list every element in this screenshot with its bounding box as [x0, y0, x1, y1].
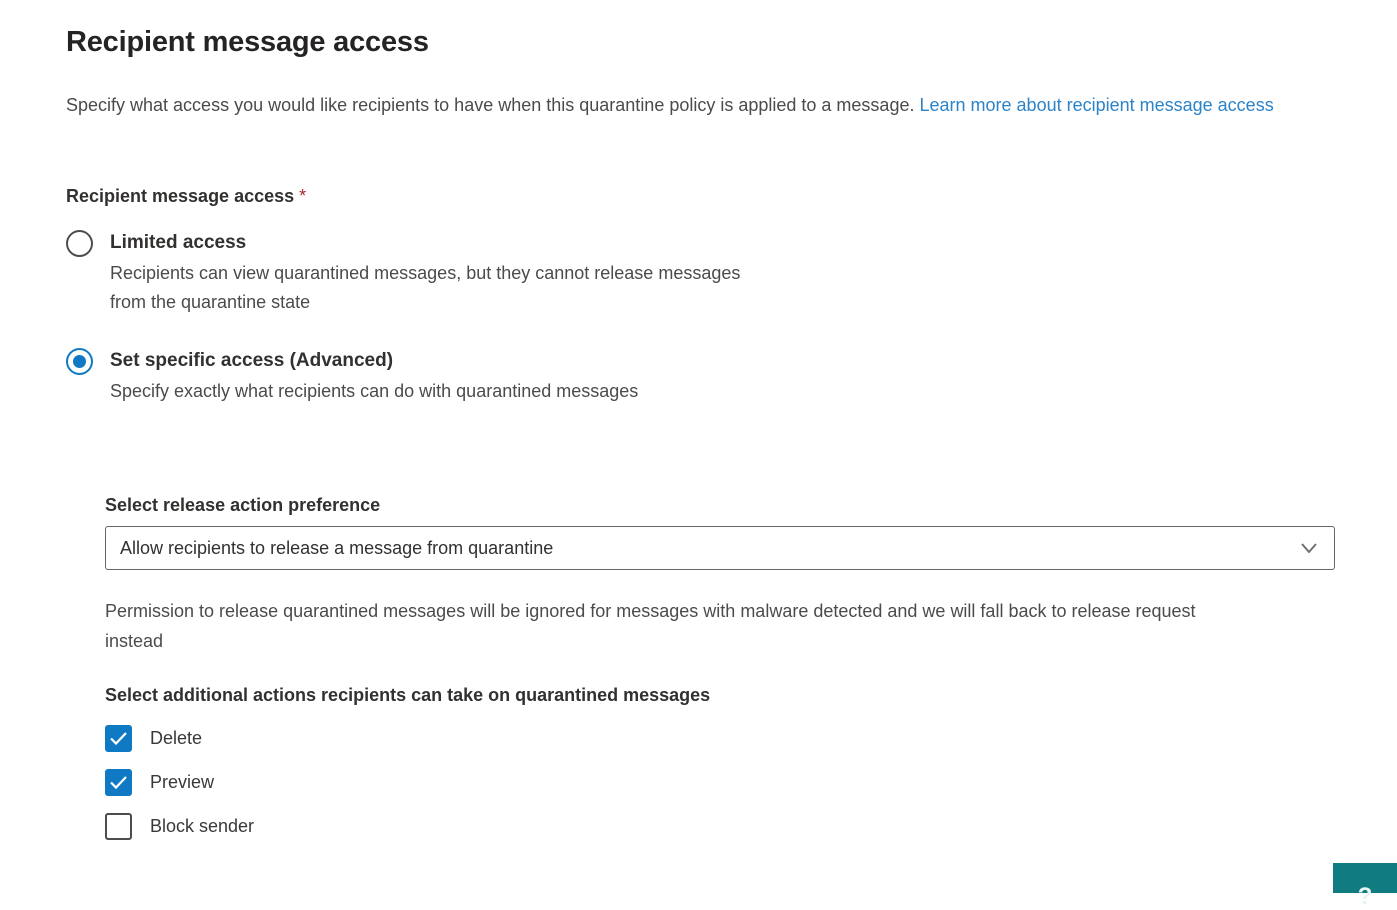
page-title: Recipient message access — [66, 26, 429, 58]
additional-actions-label: Select additional actions recipients can take on quarantined messages — [105, 685, 711, 705]
radio-option-limited-access-body — [110, 229, 770, 317]
required-asterisk: * — [299, 186, 307, 206]
release-preference-dropdown[interactable] — [105, 526, 1335, 570]
checkbox-row-delete[interactable] — [105, 725, 1397, 752]
checkmark-icon — [110, 776, 127, 789]
learn-more-link[interactable]: Learn more about recipient message access — [919, 95, 1274, 115]
radio-button-set-specific-access[interactable] — [66, 348, 93, 375]
recipient-message-access-page — [66, 26, 1397, 840]
checkmark-icon — [110, 732, 127, 745]
checkbox-block-sender-label: Block sender — [150, 816, 255, 836]
page-description — [66, 91, 1306, 120]
radio-option-limited-access-label: Limited access — [110, 232, 247, 253]
chevron-down-icon — [1300, 541, 1318, 555]
checkbox-block-sender[interactable] — [105, 813, 132, 840]
radio-option-set-specific-access-body — [110, 347, 638, 406]
radio-button-limited-access[interactable] — [66, 230, 93, 257]
checkbox-delete-label: Delete — [150, 728, 203, 748]
radio-option-set-specific-access[interactable] — [66, 347, 1397, 406]
release-preference-selected-value: Allow recipients to release a message from quarantine — [120, 537, 554, 558]
radio-option-set-specific-access-label: Set specific access (Advanced) — [110, 350, 394, 371]
checkbox-row-preview[interactable] — [105, 769, 1397, 796]
radio-option-set-specific-access-description: Specify exactly what recipients can do with quarantined messages — [110, 381, 639, 401]
advanced-access-subsection — [105, 492, 1397, 840]
radio-option-limited-access[interactable] — [66, 229, 1397, 317]
release-preference-label: Select release action preference — [105, 495, 381, 515]
help-icon: ? — [1357, 883, 1373, 910]
checkbox-preview-label: Preview — [150, 772, 215, 792]
page-description-text: Specify what access you would like recipients to have when this quarantine policy is applied to a message. — [66, 95, 915, 115]
checkbox-preview[interactable] — [105, 769, 132, 796]
release-preference-note: Permission to release quarantined messages will be ignored for messages with malware detected and we will fall back to release request instead — [105, 601, 1196, 651]
radio-option-limited-access-description: Recipients can view quarantined messages, but they cannot release messages from the quarantine state — [110, 263, 741, 312]
checkbox-row-block-sender[interactable] — [105, 813, 1397, 840]
help-button[interactable] — [1333, 863, 1397, 910]
access-field-label-text: Recipient message access — [66, 186, 295, 206]
checkbox-delete[interactable] — [105, 725, 132, 752]
access-field-label — [66, 184, 1397, 209]
